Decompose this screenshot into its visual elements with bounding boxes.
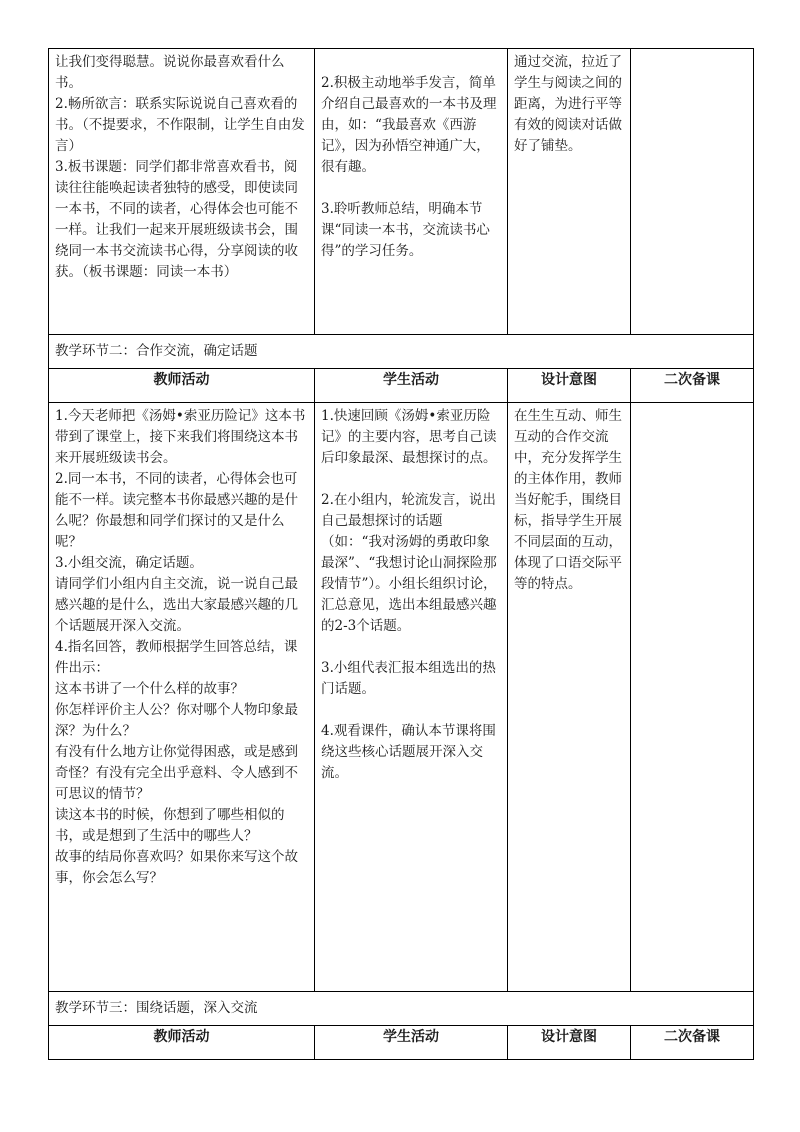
section-title-cell	[49, 992, 754, 1026]
teacher-paragraph: 请同学们小组内自主交流，说一说自己最感兴趣的是什么，选出大家最感兴趣的几个话题展开深入交流。	[55, 576, 298, 634]
table-row	[49, 49, 754, 335]
teacher-paragraph: 2.畅所欲言：联系实际说说自己喜欢看的书。（不提要求，不作限制，让学生自由发言）	[55, 96, 305, 154]
header-second: 二次备课	[631, 1026, 754, 1060]
second-prep-cell	[631, 403, 754, 992]
section-row	[49, 992, 754, 1026]
teacher-paragraph: 读这本书的时候，你想到了哪些相似的书，或是想到了生活中的哪些人？	[55, 807, 285, 844]
teacher-paragraph: 3.小组交流，确定话题。	[55, 555, 203, 571]
section-title: 教学环节二：合作交流，确定话题	[55, 343, 258, 359]
student-activity-cell	[315, 403, 508, 992]
header-teacher: 教师活动	[49, 1026, 315, 1060]
header-row	[49, 1026, 754, 1060]
teacher-paragraph: 让我们变得聪慧。说说你最喜欢看什么书。	[55, 54, 285, 91]
second-prep-text	[631, 403, 753, 410]
lesson-plan-table	[48, 48, 754, 1060]
student-paragraph: 1.快速回顾《汤姆•索亚历险记》的主要内容，思考自己读后印象最深、最想探讨的点。	[321, 408, 497, 466]
teacher-activity-cell	[49, 49, 315, 335]
student-paragraph: 4.观看课件，确认本节课将围绕这些核心话题展开深入交流。	[321, 723, 496, 781]
header-second: 二次备课	[631, 369, 754, 403]
teacher-paragraph: 你怎样评价主人公？你对哪个人物印象最深？为什么？	[55, 702, 298, 739]
teacher-paragraph: 3.板书课题：同学们都非常喜欢看书，阅读往往能唤起读者独特的感受，即使读同一本书，不同的读者，心得体会也可能不一样。让我们一起来开展班级读书会，围绕同一本书交流读书心得，分享阅读的收获。（板书课题：同读一本书）	[55, 159, 298, 280]
second-prep-cell	[631, 49, 754, 335]
design-intent-text: 通过交流，拉近了学生与阅读之间的距离，为进行平等有效的阅读对话做好了铺垫。	[514, 54, 622, 154]
design-intent-cell	[508, 49, 631, 335]
header-teacher: 教师活动	[49, 369, 315, 403]
header-intent: 设计意图	[508, 369, 631, 403]
section-title-cell	[49, 335, 754, 369]
table-row	[49, 403, 754, 992]
section-row	[49, 335, 754, 369]
teacher-paragraph: 1.今天老师把《汤姆•索亚历险记》这本书带到了课堂上，接下来我们将围绕这本书来开展班级读书会。	[55, 408, 306, 466]
student-activity-cell	[315, 49, 508, 335]
student-paragraph: 3.聆听教师总结，明确本节课“同读一本书，交流读书心得”的学习任务。	[321, 201, 490, 259]
teacher-paragraph: 故事的结局你喜欢吗？如果你来写这个故事，你会怎么写？	[55, 849, 298, 886]
header-student: 学生活动	[315, 1026, 508, 1060]
section-title: 教学环节三：围绕话题，深入交流	[55, 1000, 258, 1016]
teacher-paragraph: 有没有什么地方让你觉得困惑，或是感到奇怪？有没有完全出乎意料、令人感到不可思议的情节？	[55, 744, 298, 802]
design-intent-text: 在生生互动、师生互动的合作交流中，充分发挥学生的主体作用，教师当好舵手，围绕目标，指导学生开展不同层面的互动，体现了口语交际平等的特点。	[514, 408, 622, 592]
teacher-paragraph: 4.指名回答，教师根据学生回答总结，课件出示：	[55, 639, 298, 676]
header-row	[49, 369, 754, 403]
student-paragraph: 3.小组代表汇报本组选出的热门话题。	[321, 660, 496, 697]
student-paragraph: 2.积极主动地举手发言，简单介绍自己最喜欢的一本书及理由，如：“我最喜欢《西游记》，因为孙悟空神通广大，很有趣。	[321, 75, 497, 175]
teacher-paragraph: 这本书讲了一个什么样的故事？	[55, 681, 244, 697]
header-intent: 设计意图	[508, 1026, 631, 1060]
teacher-activity-cell	[49, 403, 315, 992]
design-intent-cell	[508, 403, 631, 992]
second-prep-text	[631, 49, 753, 56]
student-paragraph: 2.在小组内，轮流发言，说出自己最想探讨的话题（如：“我对汤姆的勇敢印象最深”、“我想讨论山洞探险那段情节”）。小组长组织讨论，汇总意见，选出本组最感兴趣的2-3个话题。	[321, 492, 497, 634]
teacher-paragraph: 2.同一本书，不同的读者，心得体会也可能不一样。读完整本书你最感兴趣的是什么呢？你最想和同学们探讨的又是什么呢？	[55, 471, 298, 550]
header-student: 学生活动	[315, 369, 508, 403]
